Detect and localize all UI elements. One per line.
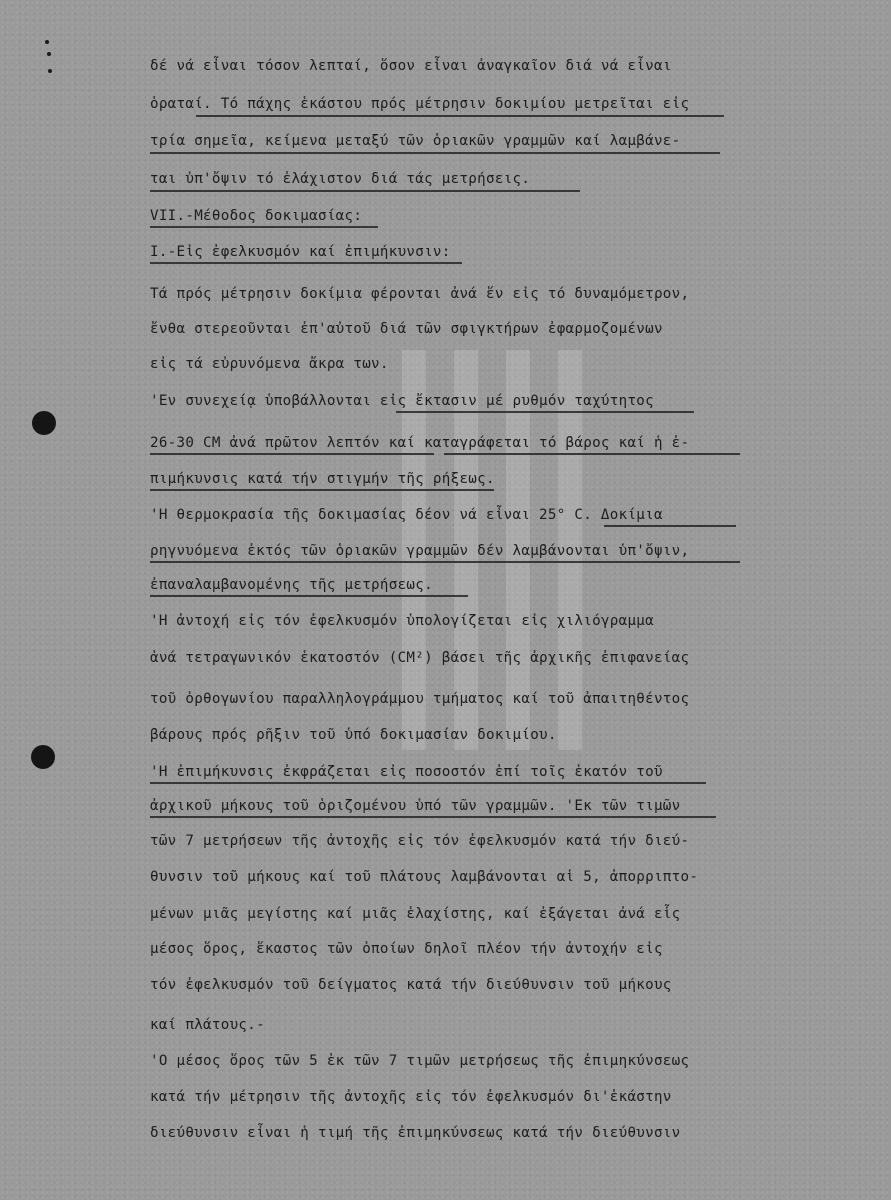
underline (396, 411, 694, 413)
text-line: θυνσιν τοῦ μήκους καί τοῦ πλάτους λαμβάνονται αἱ 5, ἀπορριπτο- (150, 869, 699, 885)
underline (150, 816, 716, 818)
underline (604, 525, 736, 527)
text-line: μένων μιᾶς μεγίστης καί μιᾶς ἐλαχίστης, καί ἐξάγεται ἀνά εἷς (150, 906, 681, 922)
text-line: ται ὑπ'ὄψιν τό ἐλάχιστον διά τάς μετρήσεις. (150, 171, 531, 187)
underline (444, 453, 740, 455)
text-line: εἰς τά εὐρυνόμενα ἄκρα των. (150, 356, 389, 372)
underline (150, 782, 706, 784)
underline (150, 152, 720, 154)
text-line: Τά πρός μέτρησιν δοκίμια φέρονται ἀνά ἕν εἰς τό δυναμόμετρον, (150, 286, 690, 302)
paper-speck (45, 40, 49, 44)
underline (150, 190, 580, 192)
text-line: τόν ἐφελκυσμόν τοῦ δείγματος κατά τήν διεύθυνσιν τοῦ μήκους (150, 977, 672, 993)
text-line: 'Η ἀντοχή εἰς τόν ἐφελκυσμόν ὑπολογίζεται εἰς χιλιόγραμμα (150, 613, 654, 629)
underline (150, 262, 462, 264)
text-line: 26-30 CM ἀνά πρῶτον λεπτόν καί καταγράφεται τό βάρος καί ἡ ἐ- (150, 435, 690, 451)
text-line: 'Εν συνεχείᾳ ὑποβάλλονται εἰς ἔκτασιν μέ ρυθμόν ταχύτητος (150, 393, 654, 409)
text-line: ἀρχικοῦ μήκους τοῦ ὁριζομένου ὑπό τῶν γραμμῶν. 'Εκ τῶν τιμῶν (150, 798, 681, 814)
text-line: ρηγνυόμενα ἐκτός τῶν ὁριακῶν γραμμῶν δέν λαμβάνονται ὑπ'ὄψιν, (150, 543, 690, 559)
underline (150, 595, 468, 597)
text-line: 'Ο μέσος ὅρος τῶν 5 ἐκ τῶν 7 τιμῶν μετρήσεως τῆς ἐπιμηκύνσεως (150, 1053, 690, 1069)
section-heading: VII.-Μέθοδος δοκιμασίας: (150, 208, 363, 224)
underline (150, 453, 434, 455)
text-line: ἔνθα στερεοῦνται ἐπ'αὐτοῦ διά τῶν σφιγκτήρων ἐφαρμοζομένων (150, 321, 663, 337)
punch-hole-top (32, 411, 56, 435)
underline (150, 226, 378, 228)
underline (150, 489, 494, 491)
paper-speck (48, 69, 52, 73)
punch-hole-bottom (31, 745, 55, 769)
text-line: μέσος ὅρος, ἕκαστος τῶν ὁποίων δηλοῖ πλέον τήν ἀντοχήν εἰς (150, 941, 663, 957)
underline (196, 115, 724, 117)
text-line: πιμήκυνσις κατά τήν στιγμήν τῆς ρήξεως. (150, 471, 495, 487)
text-line: ἐπαναλαμβανομένης τῆς μετρήσεως. (150, 577, 433, 593)
text-line: 'Η θερμοκρασία τῆς δοκιμασίας δέον νά εἶναι 25° C. Δοκίμια (150, 507, 663, 523)
text-line: ὁραταί. Τό πάχης ἑκάστου πρός μέτρησιν δοκιμίου μετρεῖται εἰς (150, 96, 690, 112)
underline (150, 561, 740, 563)
text-line: δέ νά εἶναι τόσον λεπταί, ὅσον εἶναι ἀναγκαῖον διά νά εἶναι (150, 58, 672, 74)
text-line: κατά τήν μέτρησιν τῆς ἀντοχῆς εἰς τόν ἐφελκυσμόν δι'ἑκάστην (150, 1089, 672, 1105)
text-line: καί πλάτους.- (150, 1017, 265, 1033)
text-line: τοῦ ὀρθογωνίου παραλληλογράμμου τμήματος καί τοῦ ἀπαιτηθέντος (150, 691, 690, 707)
paper-speck (47, 52, 51, 56)
text-line: 'Η ἐπιμήκυνσις ἐκφράζεται εἰς ποσοστόν ἐπί τοῖς ἑκατόν τοῦ (150, 764, 663, 780)
text-line: ἀνά τετραγωνικόν ἑκατοστόν (CM²) βάσει τῆς ἀρχικῆς ἐπιφανείας (150, 650, 690, 666)
text-line: βάρους πρός ρῆξιν τοῦ ὑπό δοκιμασίαν δοκιμίου. (150, 727, 557, 743)
subsection-heading: I.-Εἰς ἐφελκυσμόν καί ἐπιμήκυνσιν: (150, 244, 451, 260)
text-line: τρία σημεῖα, κείμενα μεταξύ τῶν ὁριακῶν γραμμῶν καί λαμβάνε- (150, 133, 681, 149)
text-line: διεύθυνσιν εἶναι ἡ τιμή τῆς ἐπιμηκύνσεως κατά τήν διεύθυνσιν (150, 1125, 681, 1141)
text-line: τῶν 7 μετρήσεων τῆς ἀντοχῆς εἰς τόν ἐφελκυσμόν κατά τήν διεύ- (150, 833, 690, 849)
